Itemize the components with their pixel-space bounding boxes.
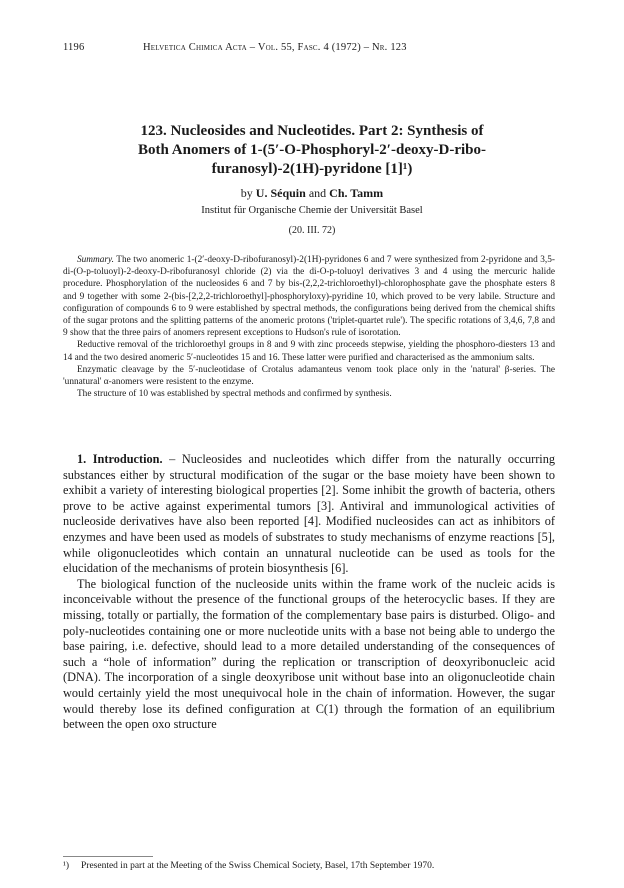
section-heading: 1. Introduction. bbox=[77, 452, 163, 466]
title-line-3: furanosyl)-2(1H)-pyridone [1]¹) bbox=[211, 161, 413, 177]
received-date: (20. III. 72) bbox=[288, 225, 336, 236]
summary-paragraph-4: The structure of 10 was established by spectral methods and confirmed by synthesis. bbox=[77, 389, 392, 400]
author-tamm: Ch. Tamm bbox=[329, 186, 384, 200]
running-head bbox=[63, 42, 555, 58]
summary-section bbox=[63, 254, 555, 400]
footnote bbox=[63, 861, 555, 871]
intro-paragraph-1 bbox=[63, 452, 555, 577]
author-sequin: U. Séquin bbox=[255, 186, 306, 200]
page-number: 1196 bbox=[63, 42, 85, 53]
summary-paragraph-2: Reductive removal of the trichloroethyl groups in 8 and 9 with zinc proceeds stepwise, yielding the phosphoro-diesters 13 and 14 and the two desired anomeric 5′-nucleotides 15 and 16. These latter were purified and characterised as the ammonium salts. bbox=[63, 340, 555, 363]
institute: Institut für Organische Chemie der Universität Basel bbox=[201, 205, 423, 216]
author-and: and bbox=[308, 186, 327, 200]
summary-paragraph-3: Enzymatic cleavage by the 5′-nucleotidase of Crotalus adamanteus venom took place only in the 'natural' β-series. The 'unnatural' α-anomers were resistent to the enzyme. bbox=[63, 364, 555, 388]
summary-label: Summary. bbox=[77, 255, 114, 265]
footnote-mark: ¹) bbox=[63, 861, 70, 871]
footnote-divider bbox=[63, 856, 153, 857]
title-line-2: Both Anomers of 1-(5′-O-Phosphoryl-2′-deoxy-D-ribo- bbox=[138, 142, 486, 158]
introduction-section bbox=[63, 452, 555, 733]
title-line-1: 123. Nucleosides and Nucleotides. Part 2: Synthesis of bbox=[140, 123, 484, 139]
intro-paragraph-2: The biological function of the nucleoside units within the frame work of the nucleic acids is inconceivable without the presence of the functional groups of the heterocyclic bases. If they are missing, totally or partially, the formation of the complementary base pairs is disturbed. Oligo- and poly-nucleotides containing one or more nucleotide units with a base not being able to undergo the base pairing, i.e. defective, should lead to a more detailed understanding of the consequences of such a “hole of information” during the replication or transcription of deoxyribonucleic acid (DNA). The incorporation of a single deoxyribose unit without base into an oligonucleotide chain would certainly yield the most unequivocal hole in the chain of information. However, the sugar would thereby lose its defined configuration at C(1) through the formation of an equilibrium between the open oxo structure bbox=[63, 576, 555, 732]
article-title bbox=[90, 122, 534, 179]
footnote-text: Presented in part at the Meeting of the Swiss Chemical Society, Basel, 17th September 1970. bbox=[81, 861, 435, 871]
intro-text-1: – Nucleosides and nucleotides which differ from the naturally occurring substances either by structural modification of the sugar or the base moiety have been shown to exhibit a variety of interesting biological properties [2]. Some inhibit the growth of bacteria, others prove to be active against experimental tumors [3]. Antiviral and immunological activities of nucleoside derivatives have also been reported [4]. Modified nucleosides can act as inhibitors of enzymes and have been used as models of substrates to study mechanisms of enzyme reactions [5], while oligonucleotides which contain an unnatural nucleotide can be used as tools for the elucidation of the mechanisms of protein biosynthesis [6]. bbox=[63, 452, 556, 576]
summary-paragraph-1 bbox=[63, 254, 555, 339]
summary-text-1: The two anomeric 1-(2′-deoxy-D-ribofuranosyl)-2(1H)-pyridones 6 and 7 were synthesized from 2-pyridone and 3,5-di-(O-p-toluoyl)-2-deoxy-D-ribofuranosyl chloride (2) via the di-O-p-toluoyl derivatives 3 and 4 using the mercuric halide procedure. Phosphorylation of the nucleosides 6 and 7 by bis-(2,2,2-trichloroethyl)-chlorophosphate gave the phosphate esters 8 and 9 together with some 2-(bis-[2,2,2-trichloroethyl]-phosphoryloxy)-pyridine 10, which proved to be very labile. Structure and configuration of compounds 6 to 9 were established by spectral methods, the configurations being derived from the chemical shifts of the sugar protons and the splitting patterns of the anomeric protons ('triplet-quartet rule'). The specific rotations of 3,4,6, 7,8 and 9 show that the three pairs of anomers represent exceptions to Hudson's rule of isorotation. bbox=[63, 255, 556, 339]
journal-reference: Helvetica Chimica Acta – Vol. 55, Fasc. 4 (1972) – Nr. 123 bbox=[143, 42, 407, 53]
author-line bbox=[90, 186, 534, 201]
author-by: by bbox=[240, 186, 253, 200]
